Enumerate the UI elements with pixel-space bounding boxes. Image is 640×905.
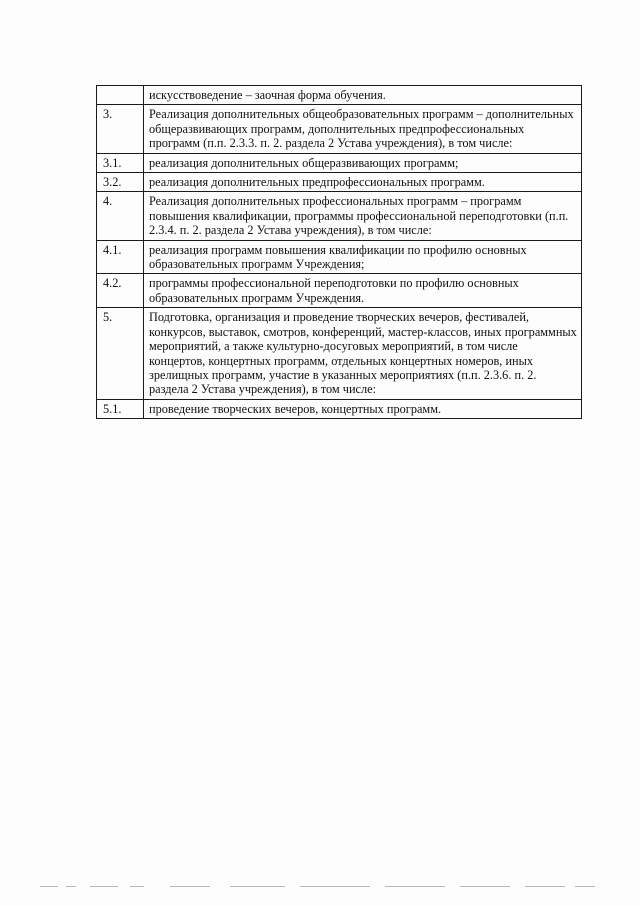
row-number: 4.2. [97,274,144,308]
row-text: Реализация дополнительных общеобразовательных программ – дополнительных общеразвивающих программ, дополнительных предпрофессиональных программ (п.п. 2.3.3. п. 2. раздела 2 Устава учреждения), в том числе: [144,105,582,153]
row-number: 3.1. [97,153,144,172]
table-row [97,153,582,172]
row-text: искусствоведение – заочная форма обучения. [144,86,582,105]
table-row [97,173,582,192]
table-row [97,105,582,153]
row-text: реализация программ повышения квалификации по профилю основных образовательных программ Учреждения; [144,240,582,274]
row-number: 4. [97,192,144,240]
table-row [97,399,582,418]
row-text: проведение творческих вечеров, концертных программ. [144,399,582,418]
row-number [97,86,144,105]
services-table [96,85,582,419]
row-text: Реализация дополнительных профессиональных программ – программ повышения квалификации, программы профессиональной переподготовки (п.п. 2.3.4. п. 2. раздела 2 Устава учреждения), в том числе: [144,192,582,240]
row-number: 5. [97,308,144,399]
row-number: 5.1. [97,399,144,418]
row-text: Подготовка, организация и проведение творческих вечеров, фестивалей, конкурсов, выставок, смотров, конференций, мастер-классов, иных программных мероприятий, а также культурно-досуговых мероприятий, в том числе концертов, концертных программ, отдельных концертных номеров, иных зрелищных программ, участие в указанных мероприятиях (п.п. 2.3.6. п. 2. раздела 2 Устава учреждения), в том числе: [144,308,582,399]
row-number: 3. [97,105,144,153]
scan-artifact-line [0,884,640,890]
row-number: 3.2. [97,173,144,192]
table-row [97,192,582,240]
row-text: реализация дополнительных предпрофессиональных программ. [144,173,582,192]
row-number: 4.1. [97,240,144,274]
table-row [97,308,582,399]
table-row [97,240,582,274]
table-row [97,274,582,308]
table-row [97,86,582,105]
row-text: реализация дополнительных общеразвивающих программ; [144,153,582,172]
row-text: программы профессиональной переподготовки по профилю основных образовательных программ Учреждения. [144,274,582,308]
